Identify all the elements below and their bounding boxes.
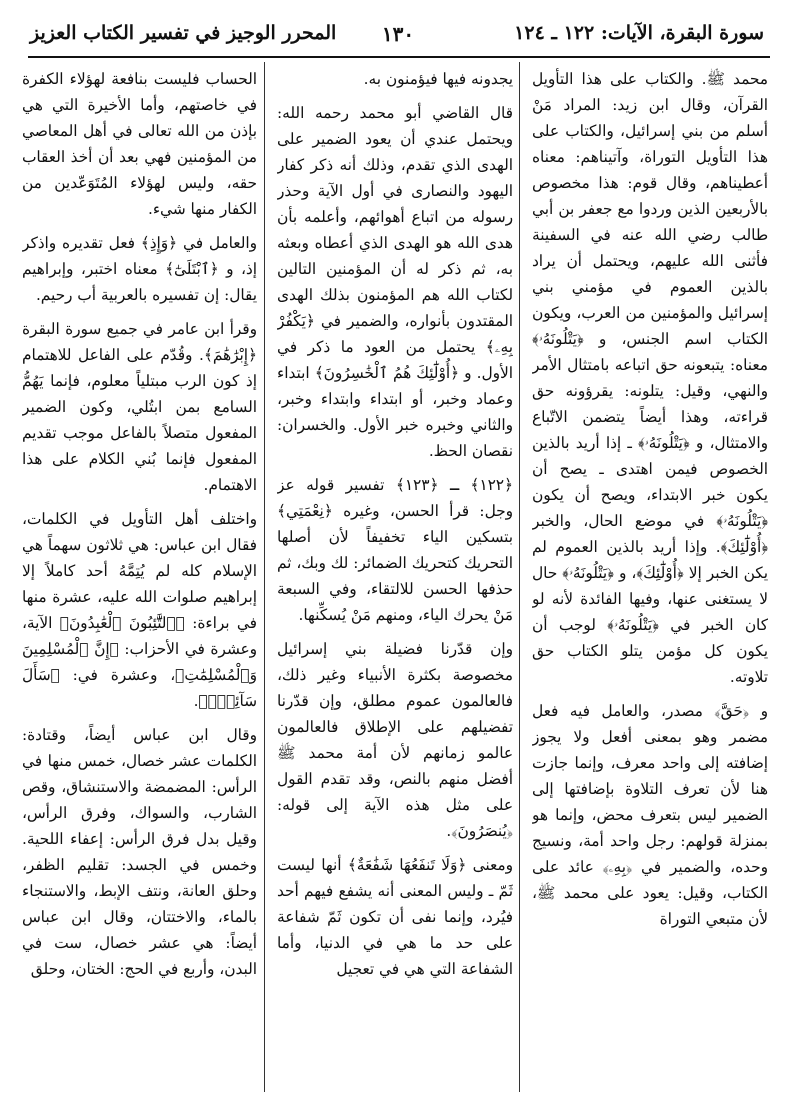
paragraph: ﴿١٢٢﴾ ـ ﴿١٢٣﴾ تفسير قوله عز وجل: قرأ الحسن، وغيره ﴿نِعْمَتِي﴾ بتسكين الياء تخفيفاً لأن أصلها التحريك كتحريك الضمائر: لك وبك، ثم حذفها الحسن للالتقاء، وفي السبعة مَنْ يحرك الياء، ومنهم مَنْ يُسكِّنها.	[277, 476, 513, 624]
page-number: ١٣٠	[381, 22, 415, 46]
surah-info: سورة البقرة، الآيات: ١٢٢ ـ ١٢٤	[514, 22, 764, 44]
paragraph: يجدونه فيها فيؤمنون به.	[363, 70, 513, 88]
paragraph: واختلف أهل التأويل في الكلمات، فقال ابن عباس: هي ثلاثون سهماً هي الإسلام كله لم يُتِمَّهُ أحد كاملاً إلا إبراهيم صلوات الله عليه، عشرة منها في براءة: ﴿ٱلتَّٰٓئِبُونَ ٱلْعَٰبِدُونَ﴾ الآية، وعشرة في الأحزاب: ﴿إِنَّ ٱلْمُسْلِمِينَ وَٱلْمُسْلِمَٰتِ﴾، وعشرة في: ﴿سَأَلَ سَآئِلٌۢ﴾.	[22, 510, 257, 710]
paragraph: وإن قدّرنا فضيلة بني إسرائيل مخصوصة بكثرة الأنبياء وغير ذلك، فالعالمون عموم مطلق، وإن قدّرنا تفضيلهم على الإطلاق فالعالمون عالمو زمانهم لأن أمة محمد ﷺ أفضل منهم بالنص، وقد تقدم القول على مثل هذه الآية إلى قوله: ﴿يُنصَرُونَ﴾.	[277, 640, 513, 840]
column-divider-right	[519, 62, 520, 1092]
paragraph: محمد ﷺ. والكتاب على هذا التأويل القرآن، وقال ابن زيد: المراد مَنْ أسلم من بني إسرائيل، والكتاب على هذا التأويل التوراة، وآتيناهم: معناه أعطيناهم، وقال قوم: هذا مخصوص بالأربعين الذين وردوا مع جعفر بن أبي طالب رضي الله عنه في السفينة فأثنى الله عليهم، ويحتمل أن يراد بالذين العموم في مؤمني بني إسرائيل والمؤمنين من العرب، ويكون الكتاب اسم الجنس، و ﴿يَتْلُونَهُۥ﴾ معناه: يتبعونه حق اتباعه بامتثال الأمر والنهي، وقيل: يتلونه: يقرؤونه حق قراءته، وهذا أيضاً يتضمن الاتّباع والامتثال، و ﴿يَتْلُونَهُۥ﴾ ـ إذا أريد بالذين الخصوص فيمن اهتدى ـ يصح أن يكون خبر الابتداء، ويصح أن يكون ﴿يَتْلُونَهُۥ﴾ في موضع الحال، والخبر ﴿أُوْلَٰٓئِكَ﴾. وإذا أريد بالذين العموم لم يكن الخبر إلا ﴿أُوْلَٰٓئِكَ﴾، و ﴿يَتْلُونَهُۥ﴾ حال لا يستغنى عنها، وفيها الفائدة لأنه لو كان الخبر في ﴿يَتْلُونَهُۥ﴾ لوجب أن يكون كل مؤمن يتلو الكتاب حق تلاوته.	[532, 70, 768, 686]
paragraph: وقال ابن عباس أيضاً، وقتادة: الكلمات عشر خصال، خمس منها في الرأس: المضمضة والاستنشاق، وقص الشارب، والسواك، وفرق الرأس، وقيل بدل فرق الرأس: إعفاء اللحية. وخمس في الجسد: تقليم الظفر، وحلق العانة، ونتف الإبط، والاستنجاء بالماء، والاختتان، وقال ابن عباس أيضاً: هي عشر خصال، ست في البدن، وأربع في الحج: الختان، وحلق	[22, 726, 257, 978]
page-header	[28, 18, 768, 52]
paragraph: الحساب فليست بنافعة لهؤلاء الكفرة في خاصتهم، وأما الأخيرة التي هي بإذن من الله تعالى في أهل المعاصي من المؤمنين فهي بعد أن أخذ العقاب حقه، وليس لهؤلاء المُتَوَعّدين من الكفار منها شيء.	[22, 70, 257, 218]
book-title: المحرر الوجيز في تفسير الكتاب العزيز	[30, 22, 337, 44]
column-right	[532, 66, 768, 1088]
paragraph: قال القاضي أبو محمد رحمه الله: ويحتمل عندي أن يعود الضمير على الهدى الذي تقدم، وذلك أنه ذكر كفار اليهود والنصارى في أول الآية وحذر رسوله من اتباع أهوائهم، وأعلمه بأن هدى الله هو الهدى الذي أعطاه وبعثه به، ثم ذكر له أن المؤمنين التالين لكتاب الله هم المؤمنون بذلك الهدى المقتدون بأنواره، والضمير في ﴿يَكْفُرْ بِهِۦ﴾ يحتمل من العود ما ذكر في الأول. و ﴿أُوْلَٰٓئِكَ هُمُ ٱلْخَٰسِرُونَ﴾ ابتداء وعماد وخبر، أو ابتداء وابتداء وخبر، والثاني وخبره خبر الأول. والخسران: نقصان الحظ.	[277, 104, 513, 460]
paragraph: وقرأ ابن عامر في جميع سورة البقرة ﴿إِبْرَٰهَٰمَ﴾. وقُدّم على الفاعل للاهتمام إذ كون الرب مبتلياً معلوم، فإنما يَهُمُّ السامع بمن ابتُلي، وكون الضمير المفعول متصلاً بالفاعل موجب تقديم المفعول فإنما بُني الكلام على هذا الاهتمام.	[22, 320, 257, 494]
header-rule	[28, 56, 770, 58]
column-middle	[277, 66, 513, 1088]
paragraph: ومعنى ﴿وَلَا تَنفَعُهَا شَفَٰعَةٌ﴾ أنها ليست ثَمّ ـ وليس المعنى أنه يشفع فيهم أحد فيُرد، وإنما نفى أن تكون ثَمّ شفاعة على حد ما هي في الدنيا، وأما الشفاعة التي هي في تعجيل	[277, 856, 513, 978]
paragraph: والعامل في ﴿وَإِذِ﴾ فعل تقديره واذكر إذ، و ﴿ٱبْتَلَىٰٓ﴾ معناه اختبر، وإبراهيم يقال: إن تفسيره بالعربية أب رحيم.	[22, 234, 257, 304]
paragraph: و ﴿حَقَّ﴾ مصدر، والعامل فيه فعل مضمر وهو بمعنى أفعل ولا يجوز إضافته إلى واحد معرف، وإنما جازت هنا لأن تعرف التلاوة بإضافتها إلى الضمير ليس بتعرف محض، وإنما هو بمنزلة قولهم: رجل واحد أمة، ونسيج وحده، والضمير في ﴿بِهِۦ﴾ عائد على الكتاب، وقيل: يعود على محمد ﷺ، لأن متبعي التوراة	[532, 702, 768, 928]
column-divider-left	[264, 62, 265, 1092]
column-left	[22, 66, 257, 1088]
